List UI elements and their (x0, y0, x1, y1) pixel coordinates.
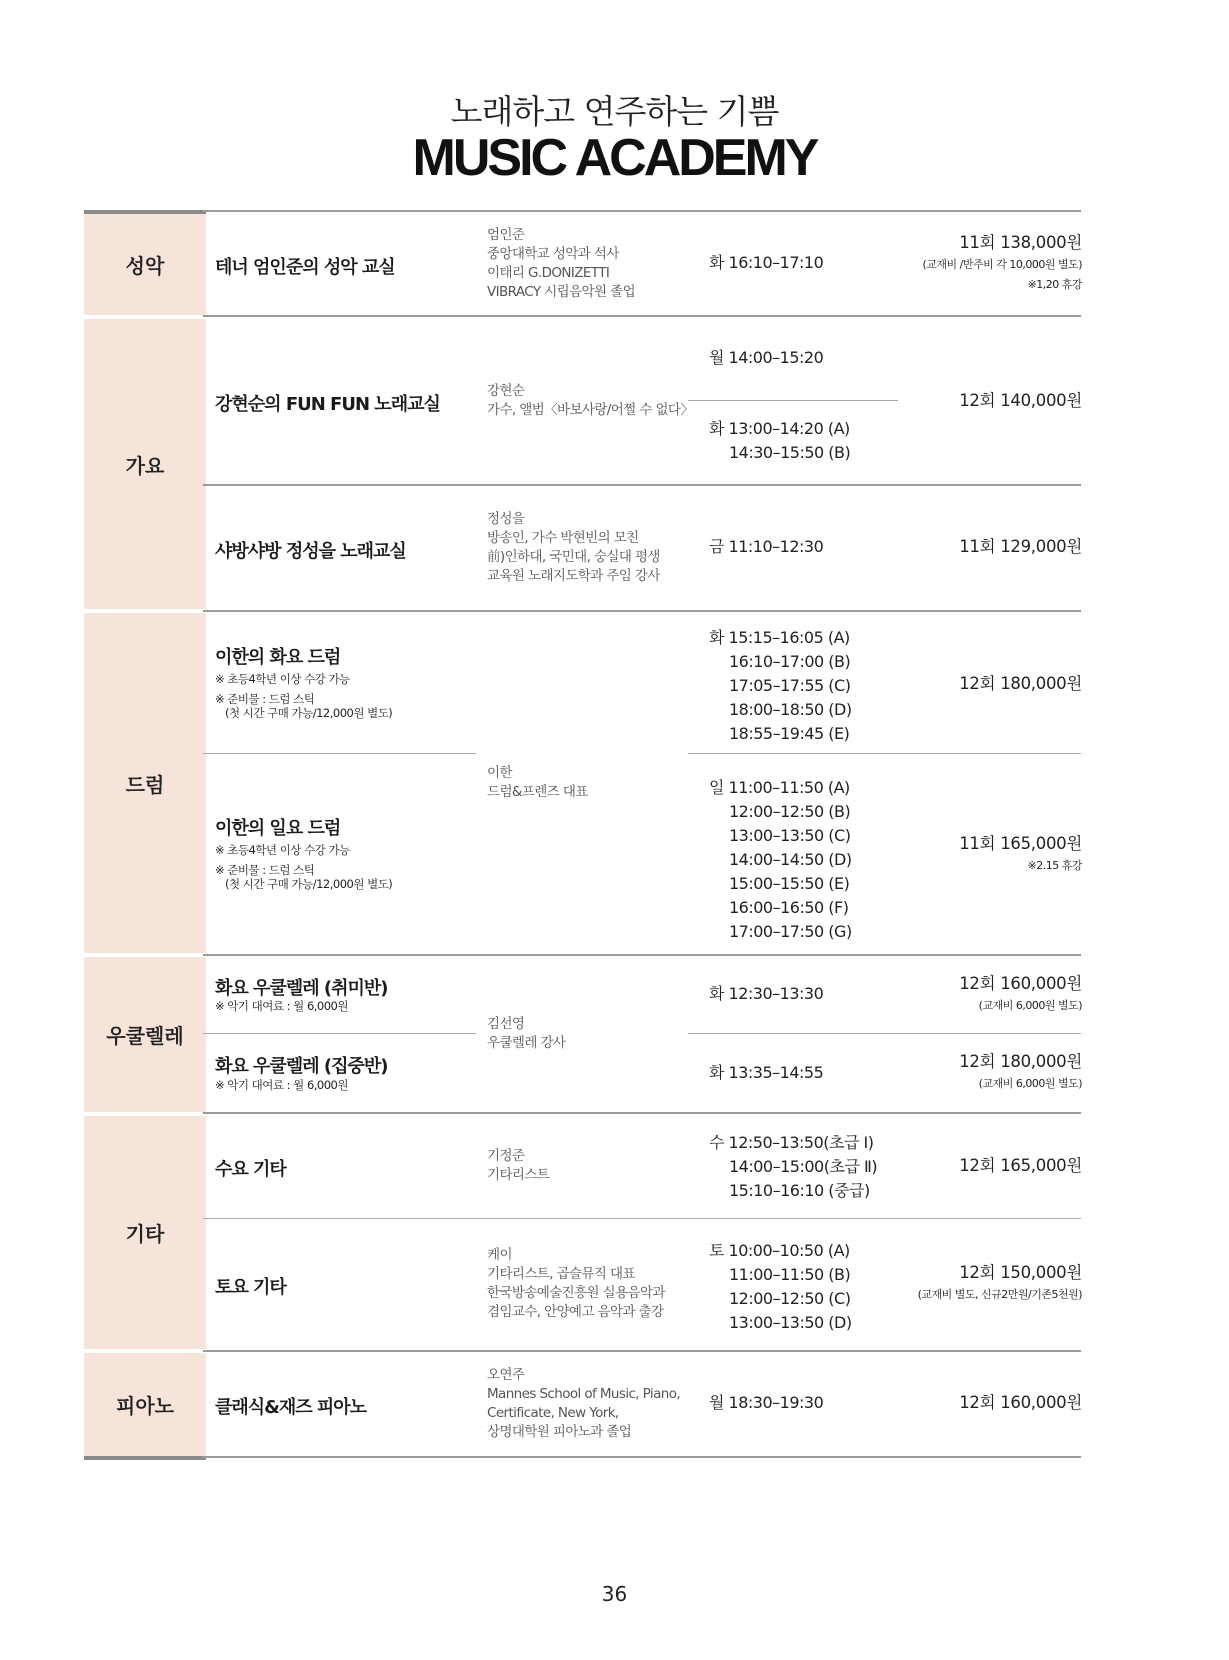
course-notes (215, 997, 348, 1015)
rule-top (203, 210, 1081, 212)
rule (203, 610, 1081, 612)
instructor-info (487, 226, 635, 302)
schedule-line: 14:30–15:50 (B) (729, 443, 851, 462)
rule (203, 1033, 476, 1034)
instructor-info (487, 510, 660, 586)
price (922, 231, 1082, 295)
instructor-name: 강현순 (487, 383, 525, 399)
schedule (709, 417, 850, 465)
rule (203, 1350, 1081, 1352)
schedule (709, 1391, 823, 1415)
price-amount: 12회 160,000원 (959, 1393, 1082, 1412)
instructor-detail: 중앙대학교 성악과 석사 (487, 246, 619, 262)
instructor-info (487, 1366, 680, 1442)
note-line: (첫 시간 구매 가능/12,000원 별도) (225, 877, 393, 891)
price-note: (교재비 6,000원 별도) (978, 999, 1082, 1012)
schedule-line: 16:10–17:00 (B) (729, 652, 851, 671)
price-amount: 12회 180,000원 (959, 1052, 1082, 1071)
note-line: ※ 초등4학년 이상 수강 가능 (215, 843, 350, 857)
price-note: ※1,20 휴강 (1027, 278, 1082, 291)
instructor-detail: 기타리스트 (487, 1167, 550, 1183)
instructor-info (487, 1246, 665, 1322)
schedule-line: 15:10–16:10 (중급) (729, 1181, 870, 1200)
schedule-line: 17:00–17:50 (G) (729, 922, 852, 941)
note-line: ※ 악기 대여료 : 월 6,000원 (215, 1078, 348, 1092)
price (959, 1050, 1082, 1094)
note-line: ※ 초등4학년 이상 수강 가능 (215, 672, 350, 686)
schedule-line: 일 11:00–11:50 (A) (709, 778, 850, 797)
schedule-line: 16:00–16:50 (F) (729, 898, 849, 917)
instructor-detail: 가수, 앨범〈바보사랑/어쩔 수 없다〉 (487, 402, 694, 418)
instructor-name: 정성을 (487, 511, 525, 527)
instructor-info (487, 1147, 549, 1185)
schedule (709, 535, 823, 559)
instructor-detail: 이태리 G.DONIZETTI (487, 265, 610, 281)
schedule-line: 18:55–19:45 (E) (729, 724, 850, 743)
rule (203, 954, 1081, 956)
schedule-line: 13:00–13:50 (D) (729, 1313, 852, 1332)
instructor-name: 김선영 (487, 1016, 525, 1032)
course-name: 테너 엄인준의 성악 교실 (215, 257, 395, 278)
course-name: 수요 기타 (215, 1159, 286, 1180)
instructor-name: 오연주 (487, 1367, 525, 1383)
schedule-line: 화 13:35–14:55 (709, 1063, 824, 1082)
rule (203, 1218, 1081, 1219)
price-note: (교재비 6,000원 별도) (978, 1077, 1082, 1090)
price-amount: 12회 165,000원 (959, 1156, 1082, 1175)
category-ukulele (84, 957, 206, 1112)
instructor-detail: 드럼&프렌즈 대표 (487, 784, 588, 800)
instructor-detail: Mannes School of Music, Piano, (487, 1386, 681, 1402)
price (959, 535, 1082, 559)
course-name: 클래식&재즈 피아노 (215, 1397, 367, 1418)
course-name: 샤방샤방 정성을 노래교실 (215, 541, 406, 562)
note-line: ※ 악기 대여료 : 월 6,000원 (215, 999, 348, 1013)
instructor-name: 케이 (487, 1247, 512, 1263)
category-label: 가요 (125, 453, 165, 478)
schedule-line: 17:05–17:55 (C) (729, 676, 851, 695)
instructor-info (487, 1015, 565, 1053)
price-note: ※2.15 휴강 (1027, 859, 1082, 872)
course-notes (215, 841, 392, 893)
instructor-name: 엄인준 (487, 227, 525, 243)
schedule-line: 14:00–14:50 (D) (729, 850, 852, 869)
schedule-line: 화 15:15–16:05 (A) (709, 628, 850, 647)
instructor-detail: 기타리스트, 곱슬뮤직 대표 (487, 1266, 635, 1282)
course-name: 강현순의 FUN FUN 노래교실 (215, 394, 440, 415)
rule (203, 315, 1081, 317)
price (959, 1391, 1082, 1415)
price (959, 1154, 1082, 1178)
instructor-detail: 한국방송예술진흥원 실용음악과 (487, 1285, 665, 1301)
category-guitar (84, 1116, 206, 1349)
schedule-line: 월 18:30–19:30 (709, 1393, 824, 1412)
price-amount: 12회 160,000원 (959, 974, 1082, 993)
schedule-line: 금 11:10–12:30 (709, 537, 824, 556)
page-subtitle: 노래하고 연주하는 기쁨 (450, 92, 779, 131)
course-notes (215, 1076, 348, 1094)
schedule (709, 1061, 823, 1085)
instructor-detail: VIBRACY 시립음악원 졸업 (487, 284, 636, 300)
schedule (709, 1239, 852, 1335)
price (959, 832, 1082, 876)
instructor-detail: 前)인하대, 국민대, 숭실대 평생 (487, 549, 660, 565)
category-pop (84, 319, 206, 609)
category-label: 드럼 (125, 772, 165, 797)
schedule-line: 13:00–13:50 (C) (729, 826, 851, 845)
schedule-line: 화 13:00–14:20 (A) (709, 419, 850, 438)
schedule (709, 346, 823, 370)
rule (203, 753, 476, 754)
price-amount: 12회 140,000원 (959, 391, 1082, 410)
note-line: ※ 준비물 : 드럼 스틱 (215, 863, 315, 877)
instructor-detail: 방송인, 가수 박현빈의 모친 (487, 530, 639, 546)
category-vocal (84, 214, 206, 315)
rule (203, 484, 1081, 486)
course-name: 화요 우쿨렐레 (집중반) (215, 1056, 388, 1077)
instructor-info (487, 382, 693, 420)
category-label: 피아노 (116, 1394, 174, 1418)
course-name: 화요 우쿨렐레 (취미반) (215, 978, 388, 999)
category-label: 기타 (125, 1222, 165, 1246)
schedule-line: 14:00–15:00(초급 Ⅱ) (729, 1157, 878, 1176)
instructor-detail: 우쿨렐레 강사 (487, 1035, 566, 1051)
price (959, 672, 1082, 696)
rule (203, 1112, 1081, 1114)
price-amount: 11회 165,000원 (959, 834, 1082, 853)
schedule-line: 토 10:00–10:50 (A) (709, 1241, 850, 1260)
instructor-name: 이한 (487, 765, 512, 781)
category-piano (84, 1353, 206, 1456)
schedule-line: 화 16:10–17:10 (709, 253, 824, 272)
page-title: MUSIC ACADEMY (412, 129, 817, 187)
schedule (709, 626, 852, 746)
rule (688, 1033, 1081, 1034)
price (959, 972, 1082, 1016)
schedule (709, 1131, 877, 1203)
schedule-line: 11:00–11:50 (B) (729, 1265, 851, 1284)
price (959, 389, 1082, 413)
instructor-detail: Certificate, New York, (487, 1405, 619, 1421)
course-name: 토요 기타 (215, 1277, 286, 1298)
price-note: (교재비 별도, 신규2만원/기존5천원) (917, 1288, 1082, 1301)
schedule (709, 251, 823, 275)
instructor-name: 기정준 (487, 1148, 525, 1164)
course-name: 이한의 일요 드럼 (215, 818, 341, 839)
page-number: 36 (601, 1582, 628, 1606)
category-label: 우쿨렐레 (106, 1024, 184, 1048)
price-amount: 12회 150,000원 (959, 1263, 1082, 1282)
schedule-line: 18:00–18:50 (D) (729, 700, 852, 719)
instructor-detail: 겸임교수, 안양예고 음악과 출강 (487, 1304, 664, 1320)
course-name: 이한의 화요 드럼 (215, 647, 341, 668)
schedule-line: 12:00–12:50 (B) (729, 802, 851, 821)
category-drum (84, 613, 206, 953)
price-amount: 11회 129,000원 (959, 537, 1082, 556)
price-amount: 11회 138,000원 (959, 233, 1082, 252)
rule (688, 753, 1081, 754)
category-bottom-bar (84, 1456, 206, 1460)
note-line: ※ 준비물 : 드럼 스틱 (215, 692, 315, 706)
course-notes (215, 670, 392, 722)
instructor-detail: 상명대학원 피아노과 졸업 (487, 1424, 632, 1440)
schedule (709, 776, 852, 944)
rule-schedule-split (688, 400, 898, 401)
rule-bottom (203, 1456, 1081, 1458)
schedule-line: 월 14:00–15:20 (709, 348, 824, 367)
schedule-line: 수 12:50–13:50(초급 Ⅰ) (709, 1133, 874, 1152)
note-line: (첫 시간 구매 가능/12,000원 별도) (225, 706, 393, 720)
instructor-detail: 교육원 노래지도학과 주임 강사 (487, 568, 660, 584)
schedule-line: 15:00–15:50 (E) (729, 874, 850, 893)
price (918, 1261, 1082, 1305)
schedule-line: 12:00–12:50 (C) (729, 1289, 851, 1308)
category-label: 성악 (125, 254, 165, 278)
instructor-info (487, 764, 588, 802)
price-note: (교재비 /반주비 각 10,000원 별도) (922, 258, 1082, 271)
price-amount: 12회 180,000원 (959, 674, 1082, 693)
schedule (709, 982, 823, 1006)
schedule-line: 화 12:30–13:30 (709, 984, 824, 1003)
